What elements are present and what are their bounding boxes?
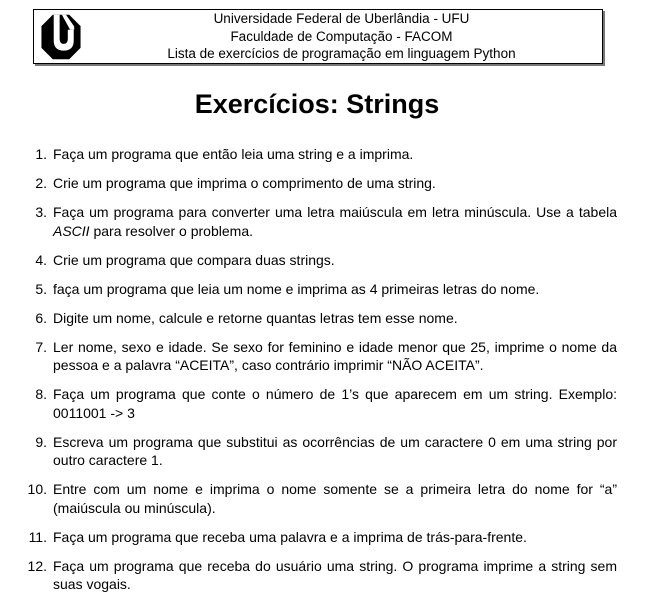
- exercise-item: [0, 385, 617, 422]
- exercise-number: 10.: [27, 481, 47, 497]
- exercise-text: Faça um programa que receba uma palavra e a imprima de trás-para-frente.: [53, 528, 527, 545]
- exercise-item: [0, 557, 617, 594]
- exercise-item: [0, 480, 617, 517]
- exercise-number: 4.: [35, 251, 47, 268]
- exercise-number: 1.: [35, 146, 47, 162]
- exercise-text: Faça um programa que conte o número de 1’s que aparecem em um string. Exemplo: 0011001 -> 3: [53, 386, 617, 421]
- exercise-text: Digite um nome, calcule e retorne quantas letras tem esse nome.: [53, 309, 458, 326]
- exercise-text: Faça um programa para converter uma letra maiúscula em letra minúscula. Use a tabela ASCII para resolver o problema.: [53, 204, 617, 239]
- exercise-text: Crie um programa que imprima o comprimento de uma string.: [53, 175, 436, 191]
- exercise-number: 12.: [27, 557, 47, 574]
- exercise-item: [0, 528, 617, 547]
- exercise-number: 6.: [35, 309, 47, 326]
- page-title: Exercícios: Strings: [194, 89, 440, 119]
- exercise-number: 8.: [35, 386, 47, 402]
- header-box: [33, 9, 603, 64]
- header-institution: Universidade Federal de Uberlândia - UFU: [213, 11, 470, 27]
- exercise-item: [0, 433, 617, 470]
- exercise-text: faça um programa que leia um nome e imprima as 4 primeiras letras do nome.: [53, 280, 540, 297]
- exercise-number: 9.: [35, 433, 47, 450]
- exercise-item: [0, 280, 617, 299]
- exercise-text: Ler nome, sexo e idade. Se sexo for feminino e idade menor que 25, imprime o nome da pessoa e a palavra “ACEITA”, caso contrário imprimir “NÃO ACEITA”.: [53, 338, 617, 373]
- header-document-title: Lista de exercícios de programação em linguagem Python: [167, 46, 516, 62]
- header-text-block: [81, 10, 602, 63]
- exercise-text: Crie um programa que compara duas strings.: [53, 251, 335, 268]
- exercise-item: [0, 145, 617, 164]
- header-faculty: Faculdade de Computação - FACOM: [230, 28, 453, 44]
- exercise-number: 3.: [35, 204, 47, 220]
- exercise-text: Faça um programa que receba do usuário uma string. O programa imprime a string sem suas vogais.: [53, 557, 617, 592]
- exercise-number: 7.: [35, 338, 47, 355]
- exercise-item: [0, 203, 617, 240]
- document-page: [0, 9, 648, 594]
- exercise-number: 11.: [28, 528, 47, 545]
- exercise-text: Entre com um nome e imprima o nome somente se a primeira letra do nome for “a” (maiúscula ou minúscula).: [53, 481, 617, 516]
- exercise-text: Faça um programa que então leia uma string e a imprima.: [53, 146, 414, 162]
- exercise-number: 2.: [35, 175, 47, 191]
- exercise-list: [0, 145, 617, 594]
- ufu-logo-icon: [41, 14, 81, 60]
- exercise-item: [0, 338, 617, 375]
- exercise-text: Escreva um programa que substitui as ocorrências de um caractere 0 em uma string por outro caractere 1.: [53, 433, 617, 468]
- exercise-item: [0, 309, 617, 328]
- exercise-item: [0, 251, 617, 270]
- exercise-item: [0, 174, 617, 193]
- exercise-number: 5.: [35, 280, 47, 297]
